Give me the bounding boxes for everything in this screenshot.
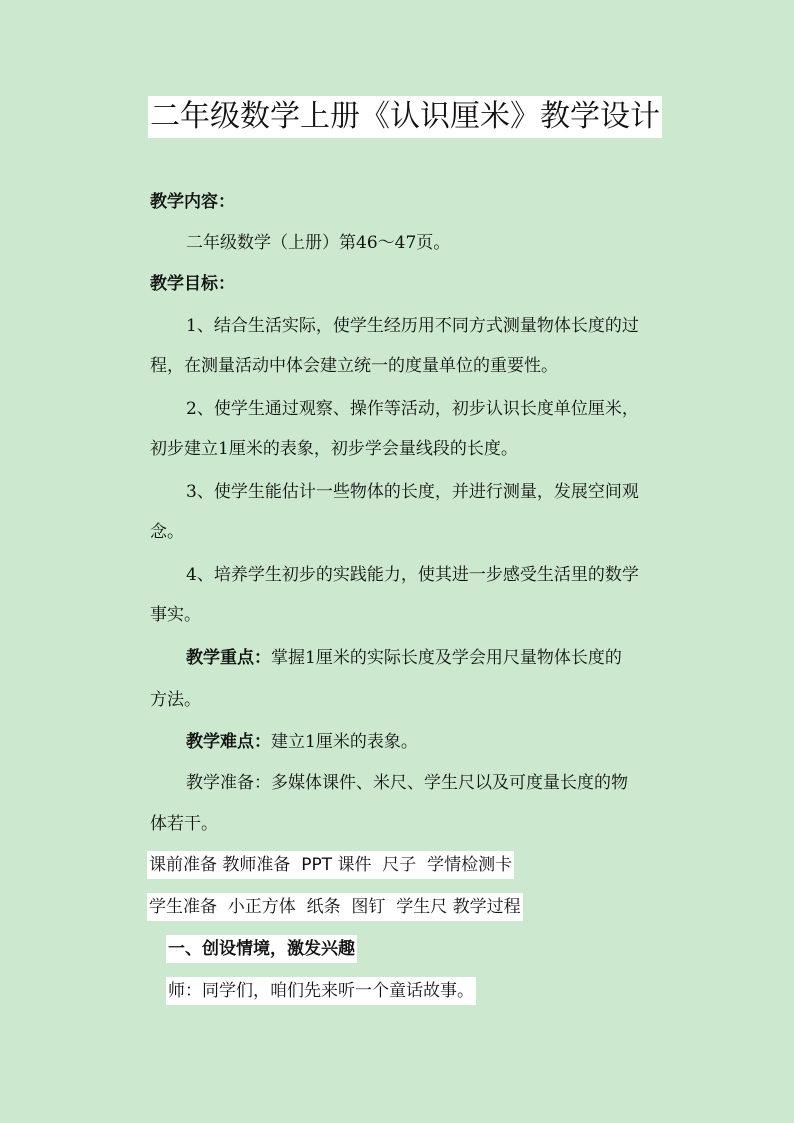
goal-2-line-2: 初步建立1厘米的表象，初步学会量线段的长度。 (150, 439, 518, 459)
section-1-heading: 一、创设情境，激发兴趣 (166, 935, 357, 963)
teacher-line: 师：同学们，咱们先来听一个童话故事。 (166, 977, 476, 1005)
preparation-line-2: 体若干。 (150, 814, 218, 834)
goal-4-line-2: 事实。 (150, 605, 201, 625)
goal-1-line-1: 1、结合生活实际，使学生经历用不同方式测量物体长度的过 (186, 316, 639, 336)
goals-heading: 教学目标： (150, 274, 235, 294)
goal-1-line-2: 程，在测量活动中体会建立统一的度量单位的重要性。 (150, 356, 558, 376)
document-title: 二年级数学上册《认识厘米》教学设计 (148, 96, 662, 138)
content-text: 二年级数学（上册）第46～47页。 (186, 233, 451, 253)
goal-4-line-1: 4、培养学生初步的实践能力，使其进一步感受生活里的数学 (186, 565, 639, 585)
key-point-line-2: 方法。 (150, 690, 201, 710)
preparation-line-1: 教学准备：多媒体课件、米尺、学生尺以及可度量长度的物 (186, 773, 628, 793)
difficulty-label: 教学难点： (186, 732, 271, 752)
key-point-text: 掌握1厘米的实际长度及学会用尺量物体长度的 (271, 648, 622, 668)
goal-2-line-1: 2、使学生通过观察、操作等活动，初步认识长度单位厘米， (186, 399, 639, 419)
difficulty-text: 建立1厘米的表象。 (271, 732, 418, 752)
content-heading: 教学内容： (150, 192, 235, 212)
key-point-label: 教学重点： (186, 648, 271, 668)
goal-3-line-2: 念。 (150, 522, 184, 542)
difficulty-line (186, 730, 418, 754)
prep-row-1: 课前准备 教师准备 PPT 课件 尺子 学情检测卡 (147, 851, 514, 879)
prep-row-2: 学生准备 小正方体 纸条 图钉 学生尺 教学过程 (147, 893, 523, 921)
goal-3-line-1: 3、使学生能估计一些物体的长度，并进行测量，发展空间观 (186, 482, 639, 502)
key-point-line-1 (186, 646, 622, 670)
